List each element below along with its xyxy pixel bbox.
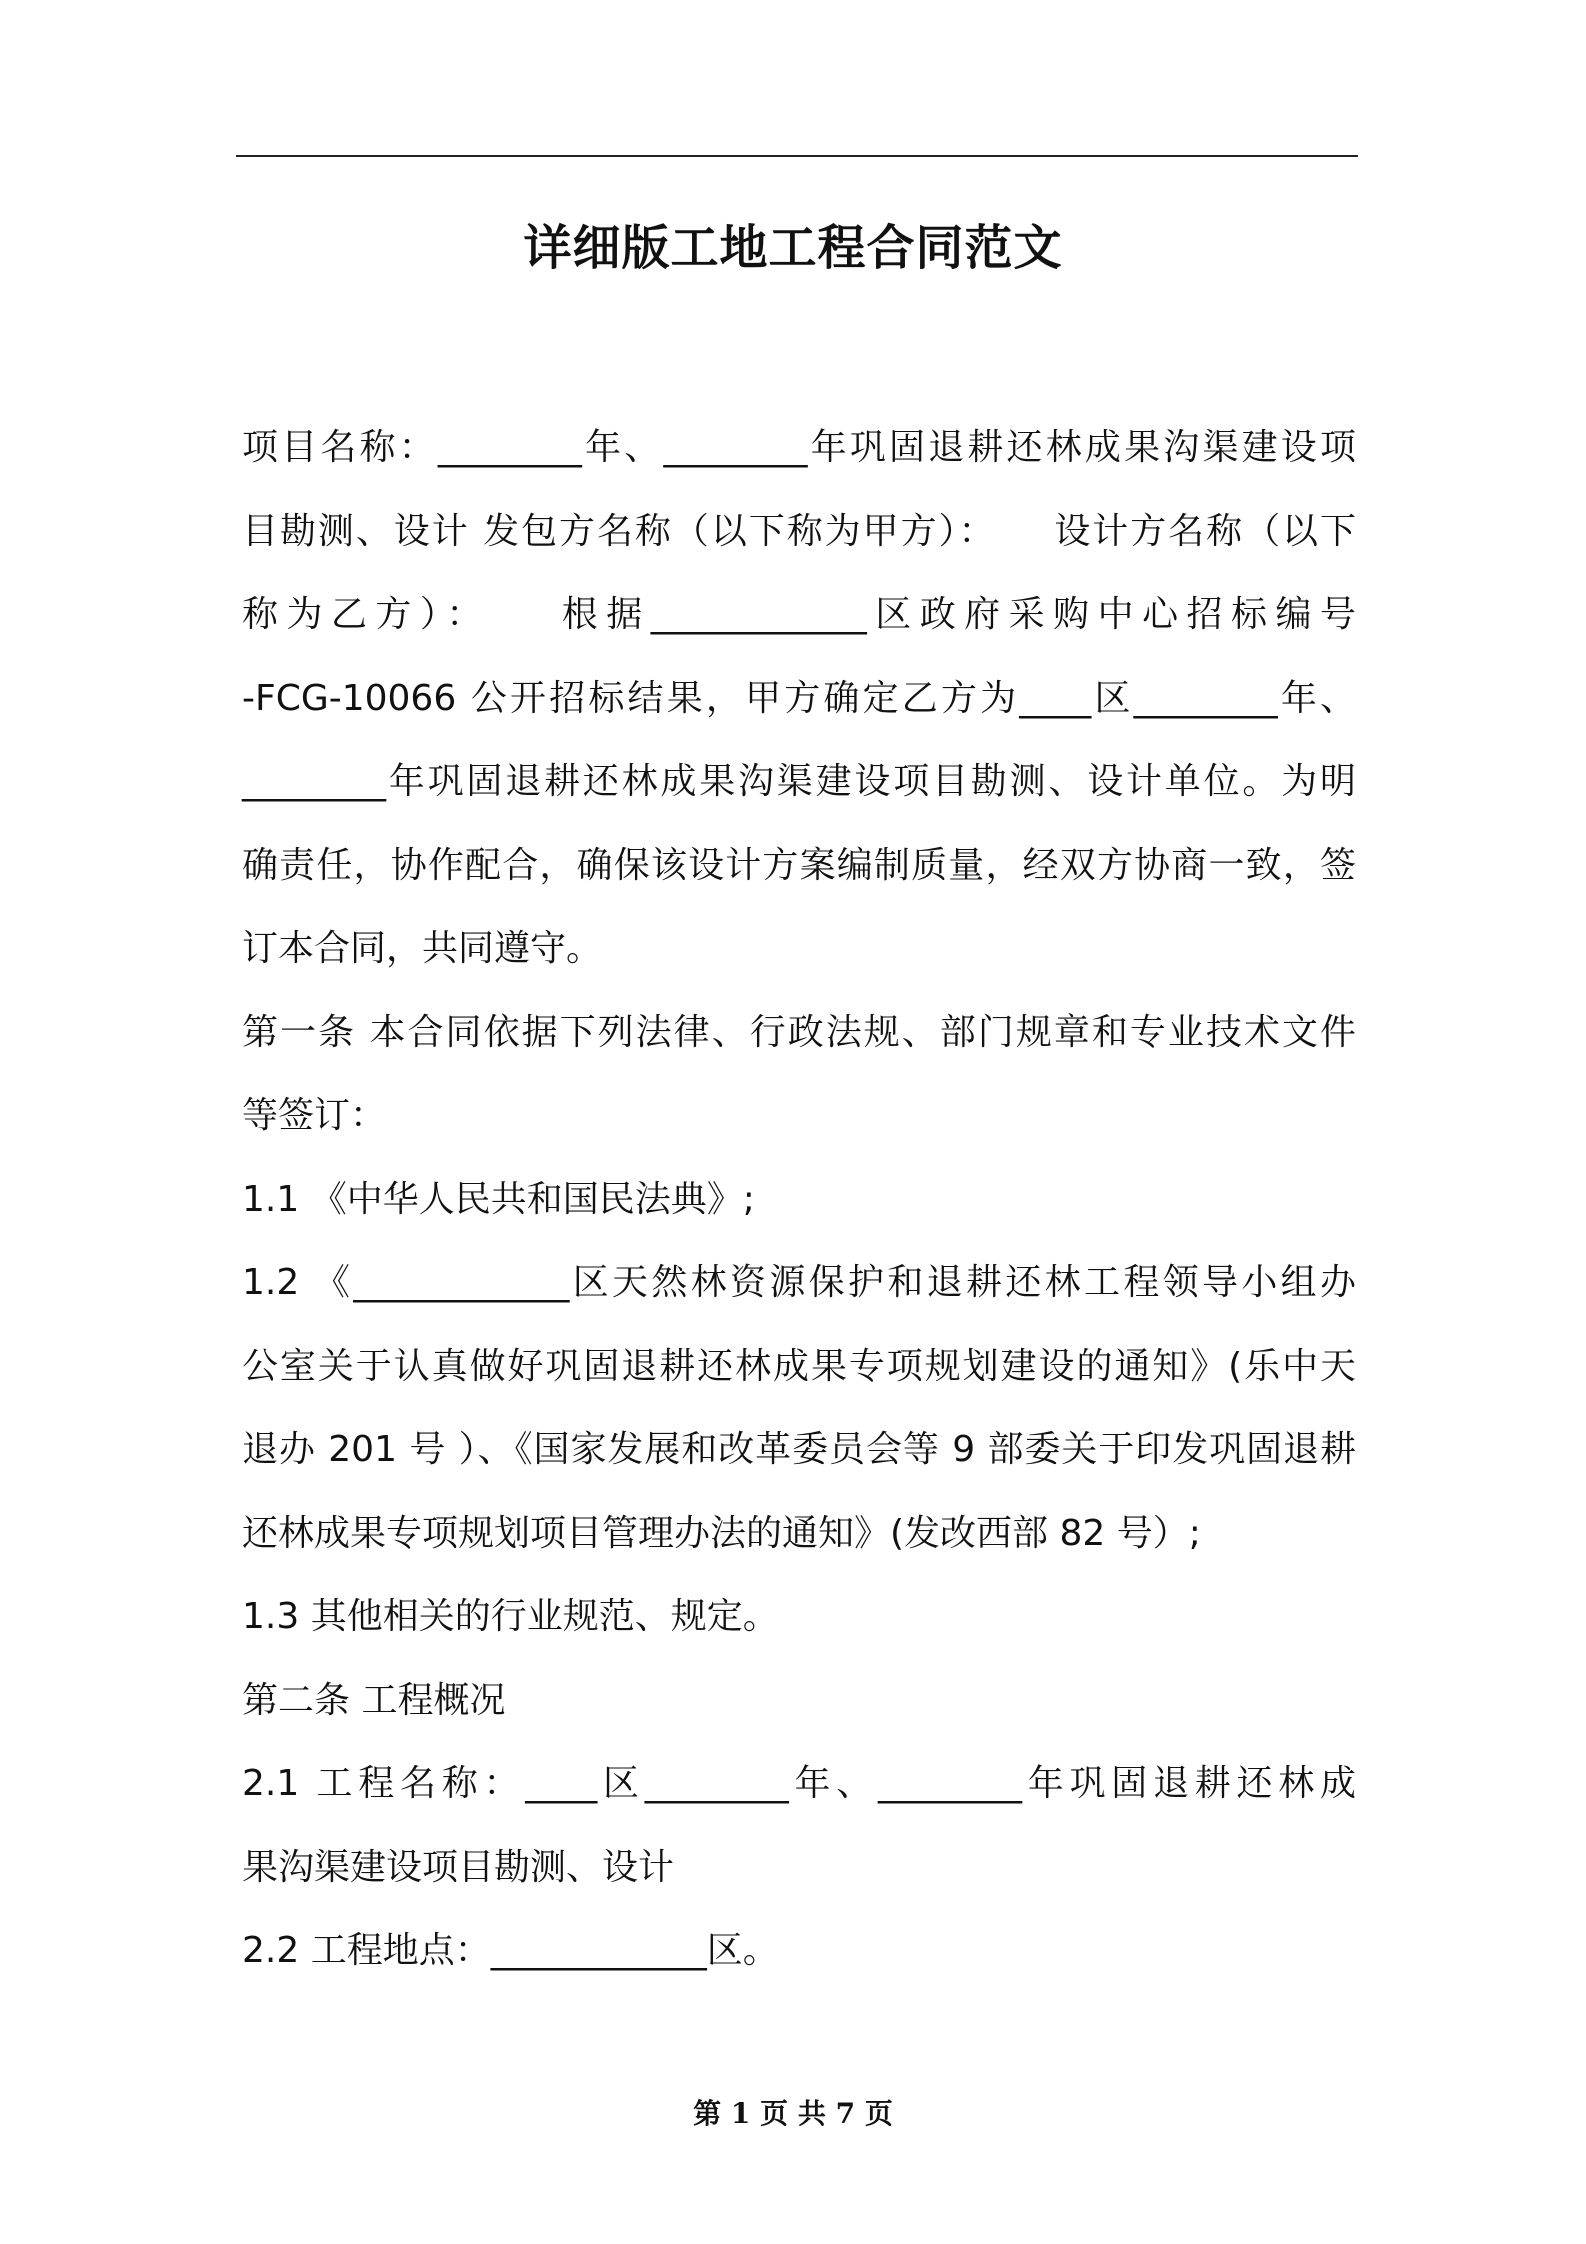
body-line: 等签订： <box>242 1095 387 1136</box>
clause-2-1: 2.1 工程名称：____区________年、________年巩固退耕还林成 <box>242 1763 1356 1804</box>
clause-1-3: 1.3 其他相关的行业规范、规定。 <box>242 1596 779 1637</box>
article-1-heading: 第一条 本合同依据下列法律、行政法规、部门规章和专业技术文件 <box>242 1011 1356 1053</box>
body-line: 确责任，协作配合，确保该设计方案编制质量，经双方协商一致，签 <box>242 844 1356 886</box>
body-line: 果沟渠建设项目勘测、设计 <box>242 1846 675 1888</box>
page-number-footer: 第 1 页 共 7 页 <box>693 2097 893 2130</box>
body-line: 公室关于认真做好巩固退耕还林成果专项规划建设的通知》(乐中天 <box>242 1345 1356 1387</box>
clause-1-1: 1.1 《中华人民共和国民法典》; <box>242 1178 755 1220</box>
document-body <box>242 406 1356 1993</box>
clause-2-2: 2.2 工程地点：____________区。 <box>242 1930 779 1971</box>
body-line: 退办 201 号 ）、《国家发展和改革委员会等 9 部委关于印发巩固退耕 <box>242 1429 1356 1470</box>
header-rule <box>236 155 1358 157</box>
body-line: -FCG-10066 公开招标结果，甲方确定乙方为____区________年、 <box>242 677 1356 719</box>
document-title: 详细版工地工程合同范文 <box>523 220 1063 276</box>
body-line: 目勘测、设计 发包方名称（以下称为甲方）： 设计方名称（以下 <box>242 510 1356 552</box>
article-2-heading: 第二条 工程概况 <box>242 1679 506 1721</box>
body-line: 称为乙方）： 根据____________区政府采购中心招标编号 <box>242 594 1356 635</box>
body-line: 项目名称：________年、________年巩固退耕还林成果沟渠建设项 <box>242 427 1356 468</box>
body-line: ________年巩固退耕还林成果沟渠建设项目勘测、设计单位。为明 <box>242 761 1356 802</box>
clause-1-2: 1.2 《____________区天然林资源保护和退耕还林工程领导小组办 <box>242 1262 1356 1303</box>
body-line: 订本合同，共同遵守。 <box>242 928 603 969</box>
body-line: 还林成果专项规划项目管理办法的通知》(发改西部 82 号）; <box>242 1512 1201 1554</box>
